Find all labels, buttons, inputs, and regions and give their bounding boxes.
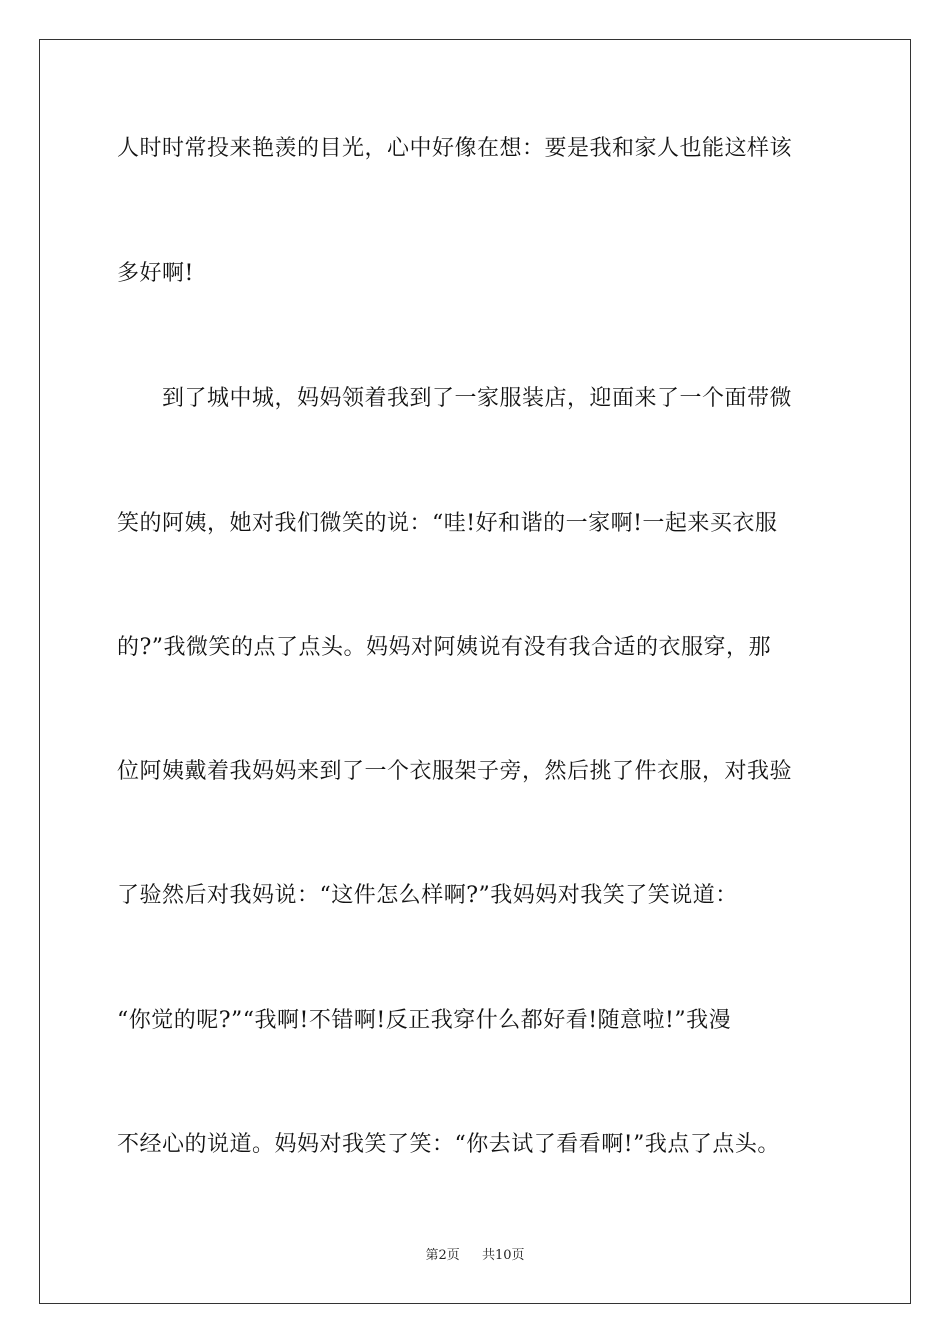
page-footer — [0, 1247, 950, 1265]
body-text-line: 的?”我微笑的点了点头。妈妈对阿姨说有没有我合适的衣服穿，那 — [117, 635, 772, 660]
body-text-line: “你觉的呢?”“我啊!不错啊!反正我穿什么都好看!随意啦!”我漫 — [117, 1008, 732, 1033]
body-text-line: 位阿姨戴着我妈妈来到了一个衣服架子旁，然后挑了件衣服，对我验 — [117, 759, 793, 784]
body-text-line: 到了城中城，妈妈领着我到了一家服装店，迎面来了一个面带微 — [117, 386, 793, 411]
page-number: 第2页 — [425, 1248, 460, 1263]
body-text-line: 笑的阿姨，她对我们微笑的说：“哇!好和谐的一家啊!一起来买衣服 — [117, 511, 778, 536]
body-text-line: 了验然后对我妈说：“这件怎么样啊?”我妈妈对我笑了笑说道： — [117, 883, 738, 908]
body-text-line: 不经心的说道。妈妈对我笑了笑：“你去试了看看啊!”我点了点头。 — [117, 1132, 780, 1157]
body-text-line: 人时时常投来艳羡的目光，心中好像在想：要是我和家人也能这样该 — [117, 136, 793, 161]
page-total: 共10页 — [482, 1248, 525, 1263]
page-border — [39, 39, 911, 1304]
body-text-line: 多好啊! — [117, 261, 194, 286]
